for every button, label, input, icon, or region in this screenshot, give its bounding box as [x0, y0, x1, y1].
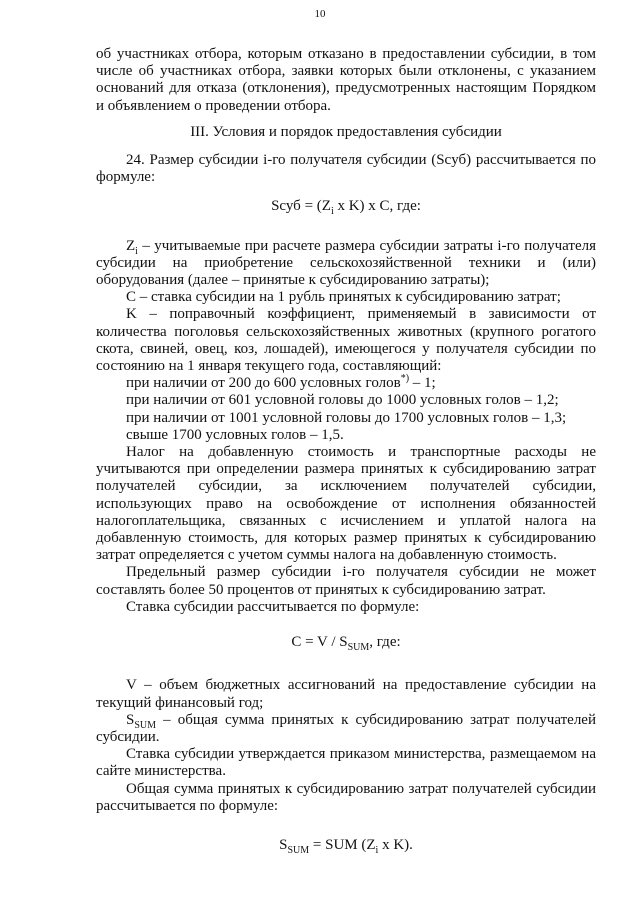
- document-body: [96, 46, 596, 854]
- formula-total: [96, 837, 596, 854]
- definition-ssum: [96, 712, 596, 746]
- paragraph-total-intro: Общая сумма принятых к субсидированию затрат получателей субсидии рассчитывается по формуле:: [96, 780, 596, 814]
- k-level-4: свыше 1700 условных голов – 1,5.: [126, 426, 344, 443]
- page-number: 10: [314, 8, 326, 20]
- ssum-symbol: S: [126, 711, 135, 728]
- definition-c: C – ставка субсидии на 1 рубль принятых к субсидированию затрат;: [126, 289, 561, 306]
- k-level-1: [96, 375, 596, 392]
- formula-subsidy-sub: i: [330, 206, 334, 218]
- formula-rate-sub: SUM: [347, 642, 370, 654]
- k-level-2: при наличии от 601 условной головы до 1000 условных голов – 1,2;: [126, 392, 559, 409]
- zi-subscript: i: [135, 245, 138, 257]
- paragraph-24: 24. Размер субсидии i-го получателя субсидии (Scуб) рассчитывается по формуле:: [96, 152, 596, 186]
- definition-k: K – поправочный коэффициент, применяемый в зависимости от количества поголовья сельскохозяйственных животных (крупного рогатого скота, свиней, овец, коз, лошадей), имеющегося у получателя субсидии по состоянию на 1 января текущего года, составляющий:: [96, 306, 596, 375]
- definition-v: V – объем бюджетных ассигнований на предоставление субсидии на текущий финансовый год;: [96, 677, 596, 711]
- paragraph-selection-participants: об участниках отбора, которым отказано в предоставлении субсидии, в том числе об участниках отбора, заявки которых были отклонены, с указанием оснований для отказа (отклонения), предусмотренных настоящим Порядком и объявлением о проведении отбора.: [96, 46, 596, 114]
- definition-zi: [96, 238, 596, 290]
- section-title: III. Условия и порядок предоставления субсидии: [190, 123, 502, 140]
- ssum-subscript: SUM: [134, 719, 157, 731]
- k-level-3: при наличии от 1001 условной головы до 1700 условных голов – 1,3;: [126, 409, 567, 426]
- k-level-1-value: – 1;: [409, 375, 436, 392]
- k-level-1-text: при наличии от 200 до 600 условных голов: [126, 375, 401, 392]
- paragraph-vat: Налог на добавленную стоимость и транспортные расходы не учитываются при определении размера принятых к субсидированию затрат получателей субсидии, за исключением получателей субсидии, использующих право на освобождение от исполнения обязанностей налогоплательщика, связанных с исчислением и уплатой налога на добавленную стоимость, для которых размер принятых к субсидированию затрат определяется с учетом суммы налога на добавленную стоимость.: [96, 444, 596, 564]
- formula-rate-part2: , где:: [369, 634, 401, 651]
- paragraph-rate-approved: Ставка субсидии утверждается приказом министерства, размещаемом на сайте министерства.: [96, 746, 596, 780]
- formula-total-mid: = SUM (Z: [309, 836, 376, 853]
- zi-text: – учитываемые при расчете размера субсидии затраты i-го получателя субсидии на приобретение сельскохозяйственной техники и (или) оборудования (далее – принятые к субсидированию затраты);: [96, 237, 596, 289]
- formula-total-sub1: SUM: [287, 844, 310, 856]
- paragraph-limit: Предельный размер субсидии i-го получателя субсидии не может составлять более 50 процентов от принятых к субсидированию затрат.: [96, 564, 596, 598]
- formula-rate: [96, 634, 596, 654]
- formula-subsidy-part1: Sсуб = (Z: [271, 198, 331, 215]
- formula-rate-part1: C = V / S: [291, 634, 348, 651]
- k-level-1-footnote: *): [400, 373, 410, 385]
- formula-total-sub2: i: [375, 844, 379, 856]
- formula-subsidy-part2: x K) x C, где:: [333, 198, 421, 215]
- paragraph-rate-intro: Ставка субсидии рассчитывается по формуле:: [126, 598, 420, 615]
- formula-total-s: S: [279, 836, 288, 853]
- formula-total-end: x K).: [378, 836, 413, 853]
- zi-symbol: Z: [126, 237, 136, 254]
- ssum-text: – общая сумма принятых к субсидированию затрат получателей субсидии.: [96, 711, 596, 745]
- formula-subsidy: [96, 198, 596, 218]
